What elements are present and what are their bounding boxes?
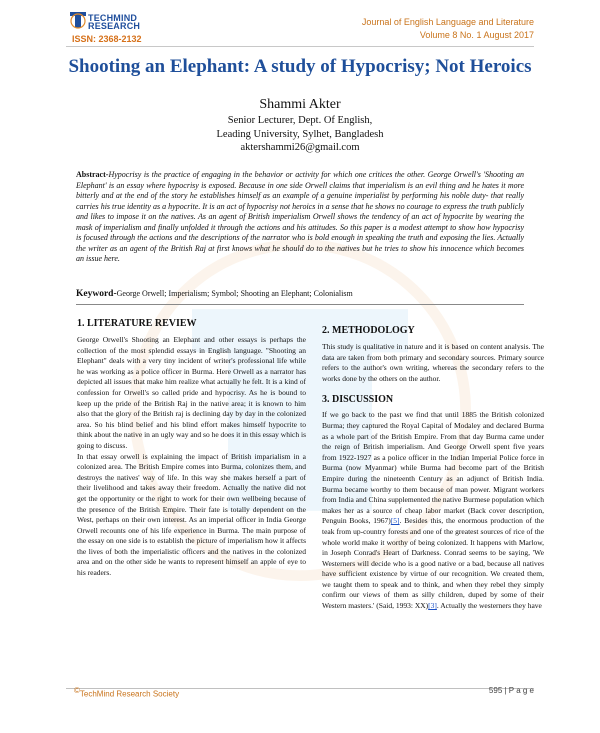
footer-publisher bbox=[74, 686, 179, 699]
logo-text-techmind: TECHMIND bbox=[88, 13, 138, 23]
article-title: Shooting an Elephant: A study of Hypocrisy; Not Heroics bbox=[68, 56, 532, 77]
citation-link-3[interactable]: [3] bbox=[428, 601, 437, 611]
section-heading-discussion: 3. DISCUSSION bbox=[322, 394, 394, 406]
publisher-name: TechMind Research Society bbox=[79, 689, 180, 699]
author-affiliation bbox=[0, 114, 600, 155]
author-email: aktershammi26@gmail.com bbox=[240, 142, 360, 153]
paragraph-text: . Besides this, the enormous production of the teak from up-country forests and one of the greatest sources of rice of the whole world make it worthy of being colonized. It happens with Marlow, in Joseph Conrad's Heart of Darkness. Conrad seems to be saying, 'We Westerners will decide who is a good native or a bad, because all natives have sufficient existence by virtue of our recognition. We created them, we taught them to speak and to think, and when they rebel they simply confirm our views of them as silly children, duped by some of their Western masters.' (Said, 1993: XX) bbox=[322, 516, 544, 611]
keywords bbox=[76, 289, 524, 299]
logo-text-research: RESEARCH bbox=[88, 21, 141, 31]
paragraph-text: If we go back to the past we find that until 1885 the British colonized Burma; they captured the Royal Capital of Modaley and declared Burma as a whole part of the British Empire. From that day Burma came under the reign of British imperialism. And George Orwell spent five years from 1922-1927 as a police officer in the Indian Imperial Police force in Burma (now Myanmar) while Burma had become part of the British Empire during the nineteenth Century as an adjunct of British India. Burma became worthy to them because of man power. Migrant workers from India and China supplemented the native Burmese population which makes her as a source of cheap labor market (Back cover description, Penguin Books, 1967) bbox=[322, 410, 544, 526]
paragraph-text: . Actually the westerners they have bbox=[436, 601, 542, 611]
right-column bbox=[322, 325, 544, 612]
journal-name: Journal of English Language and Literature bbox=[361, 17, 534, 27]
abstract-divider bbox=[76, 304, 524, 305]
techmind-logo-icon bbox=[70, 12, 86, 30]
section-heading-methodology: 2. METHODOLOGY bbox=[322, 325, 415, 336]
affiliation-line-2: Leading University, Sylhet, Bangladesh bbox=[216, 128, 384, 140]
abstract bbox=[76, 170, 524, 265]
keyword-text: George Orwell; Imperialism; Symbol; Shooting an Elephant; Colonialism bbox=[116, 289, 353, 298]
copyright-symbol: © bbox=[74, 686, 80, 695]
paragraph: In that essay orwell is explaining the impact of British imparialism in a colonized area. The British Empire comes into Burma, colonizes them, and destroys the natives' way of life. In this way she makes herself a part of their livelihood and takes away their freedom. Actually the native did not get the opportunity or the right to work for their own wellbeing because of the presence of the British Empire. Their fate is totally dependent on the West, perhaps on their own interest. As an imperial officer in India George Orwell recounts one of his life experience in Burma. The main purpose of the essay on one side is to establish the picture of imperialism how it affects the lives of both the imperialistic officers and the natives in the colonized area and on the other side he wants to represent himself an apple of eye to his readers. bbox=[77, 451, 306, 578]
left-column bbox=[77, 318, 306, 579]
paragraph: George Orwell's Shooting an Elephant and other essays is perhaps the collection of the most splendid essays in English language. "Shooting an Elephant" deals with a very tiny incident of writer's professional life while he was working as a police officer in Burma. Here Orwell as a narrator has depicted all issues that make him realize what actually he felt. It is a kind of confession for Orwell's so called pride and hypocrisy. As he is bound to keep up the pride of the British Raj in the native area; it is known to him also that the glory of the British raj is declining day by day in the colonized area. So his blind belief and his blind effort makes himself hypocrite to think about the native in an ugly way and so he does it in this essay which is going to discuss. bbox=[77, 335, 306, 450]
citation-link-5[interactable]: [5] bbox=[390, 516, 400, 526]
journal-info bbox=[362, 16, 534, 42]
affiliation-line-1: Senior Lecturer, Dept. Of English, bbox=[227, 115, 373, 126]
keyword-label: Keyword- bbox=[76, 289, 117, 299]
author-name: Shammi Akter bbox=[259, 97, 341, 112]
abstract-label: Abstract- bbox=[76, 170, 109, 179]
paragraph: This study is qualitative in nature and it is based on content analysis. The data are taken from both primary and secondary sources. Primary source refers to the author's own writing, whereas the secondary refers to the works done by the others on the author. bbox=[322, 342, 544, 383]
issn-number: ISSN: 2368-2132 bbox=[72, 34, 142, 44]
paragraph bbox=[322, 410, 544, 611]
journal-volume: Volume 8 No. 1 August 2017 bbox=[419, 30, 534, 40]
header-divider bbox=[66, 46, 534, 47]
section-heading-literature-review: 1. LITERATURE REVIEW bbox=[77, 318, 197, 329]
abstract-text: Hypocrisy is the practice of engaging in the behavior or activity for which one critices the other. George Orwell's 'Shooting an Elephant' is an essay where hypocrisy is exposed. Because in one side Orwell claims that imperialism is an evil thing and he hates it more bitterly and at the end of the story he establishes himself as an example of a genuine imperialist by performing his noble duty- that really carries his true identity as a hypocrite. It is an act of hypocrisy not heroics in a sense that he shows no courage to express the truth publicly and likes to impose it on the natives. As an agent of British imperialism Orwell shows the tendency of an act of hypocrite by wearing the mask of imperialism and finally unfolded it through the actions and his attitudes. So this paper is a modest attempt to show how hypocrisy is focused through the actions and the descriptions of the narrator who is bold enough in speaking the truth and exposing the lies. Actually the writer as an agent of the British Raj at first knows what he should do to the natives but he tries to show his innocence which becomes an issue here. bbox=[76, 170, 524, 263]
page-number: 595 | P a g e bbox=[488, 686, 534, 695]
